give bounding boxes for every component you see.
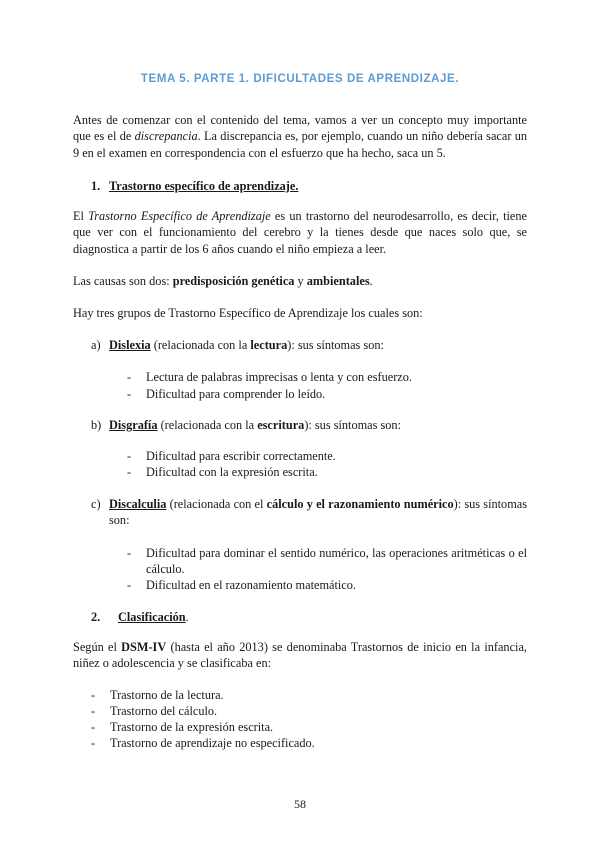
group-c-name: Discalculia [109, 497, 167, 511]
page-number: 58 [294, 797, 306, 811]
section-2-title: Clasificación [118, 610, 186, 624]
group-a-post: ): sus síntomas son: [287, 338, 384, 352]
group-b-disgrafia [91, 417, 527, 433]
group-a-marker: a) [91, 338, 101, 352]
group-a-name: Dislexia [109, 338, 151, 352]
section-2-number: 2. [91, 610, 101, 624]
group-c-marker: c) [91, 497, 101, 511]
dsm-paragraph [73, 639, 527, 672]
group-a-area: lectura [250, 338, 288, 352]
group-b-marker: b) [91, 418, 102, 432]
classification-text: Trastorno de la lectura. [110, 688, 224, 702]
section-1-title: Trastorno específico de aprendizaje. [109, 179, 299, 193]
causes-connector: y [294, 274, 307, 288]
dsm-name: DSM-IV [121, 640, 167, 654]
section-1-number: 1. [91, 179, 101, 193]
symptom-text: Lectura de palabras imprecisas o lenta y con esfuerzo. [146, 370, 412, 384]
bullet-dash: - [91, 720, 96, 734]
bullet-dash: - [91, 736, 96, 750]
group-c-area: cálculo y el razonamiento numérico [266, 497, 454, 511]
dsm-text: (hasta el año 2013) se denominaba Trastornos de inicio en la infancia, niñez o adolescencia y se clasificaba en: [73, 640, 527, 671]
symptom-text: Dificultad en el razonamiento matemático. [146, 578, 356, 592]
definition-paragraph [73, 208, 527, 257]
causes-paragraph [73, 273, 527, 289]
bullet-dash: - [127, 465, 132, 479]
group-c-post: ): sus síntomas son: [109, 497, 528, 528]
bullet-dash: - [91, 704, 96, 718]
section-2-suffix: . [185, 610, 189, 624]
causes-suffix: . [369, 274, 373, 288]
intro-paragraph [73, 112, 527, 161]
bullet-dash: - [127, 449, 132, 463]
group-b-pre: (relacionada con la [157, 418, 258, 432]
bullet-dash: - [127, 578, 132, 592]
intro-text-1: Antes de comenzar con el contenido del tema, vamos a ver un concepto muy importante que es el de [73, 113, 527, 144]
symptom-text: Dificultad con la expresión escrita. [146, 465, 318, 479]
group-a-dislexia [91, 337, 527, 353]
intro-term-discrepancia: discrepancia [134, 129, 198, 144]
group-a-pre: (relacionada con la [150, 338, 251, 352]
dsm-prefix: Según el [73, 640, 122, 654]
classification-text: Trastorno de aprendizaje no especificado. [110, 736, 315, 750]
definition-text-1: El [73, 209, 89, 223]
symptom-text: Dificultad para escribir correctamente. [146, 449, 336, 463]
group-c-pre: (relacionada con el [166, 497, 267, 511]
bullet-dash: - [127, 546, 132, 560]
group-b-area: escritura [257, 418, 305, 432]
group-c-discalculia [91, 496, 527, 529]
definition-text-2: es un trastorno del neurodesarrollo, es decir, tiene que ver con el funcionamiento del cerebro y la tienes desde que naces solo que, se diagnostica a partir de los 6 años cuando el niño empieza a leer. [73, 209, 527, 256]
page-title: TEMA 5. PARTE 1. DIFICULTADES DE APRENDIZAJE. [140, 73, 460, 85]
symptom-text: Dificultad para dominar el sentido numérico, las operaciones aritméticas o el cálculo. [146, 546, 527, 577]
causes-prefix: Las causas son dos: [73, 274, 173, 288]
group-b-post: ): sus síntomas son: [304, 418, 401, 432]
definition-term: Trastorno Específico de Aprendizaje [88, 209, 271, 223]
groups-intro: Hay tres grupos de Trastorno Específico de Aprendizaje los cuales son: [73, 306, 423, 320]
intro-text-2: . La discrepancia es, por ejemplo, cuando un niño debería sacar un 9 en el examen en correspondencia con el esfuerzo que ha hecho, saca un 5. [73, 129, 527, 160]
classification-text: Trastorno de la expresión escrita. [110, 720, 274, 734]
cause-environmental: ambientales [306, 274, 370, 288]
bullet-dash: - [127, 387, 132, 401]
cause-genetic: predisposición genética [172, 274, 295, 288]
bullet-dash: - [127, 370, 132, 384]
bullet-dash: - [91, 688, 96, 702]
symptom-text: Dificultad para comprender lo leído. [146, 387, 326, 401]
classification-text: Trastorno del cálculo. [110, 704, 218, 718]
group-b-name: Disgrafía [109, 418, 158, 432]
